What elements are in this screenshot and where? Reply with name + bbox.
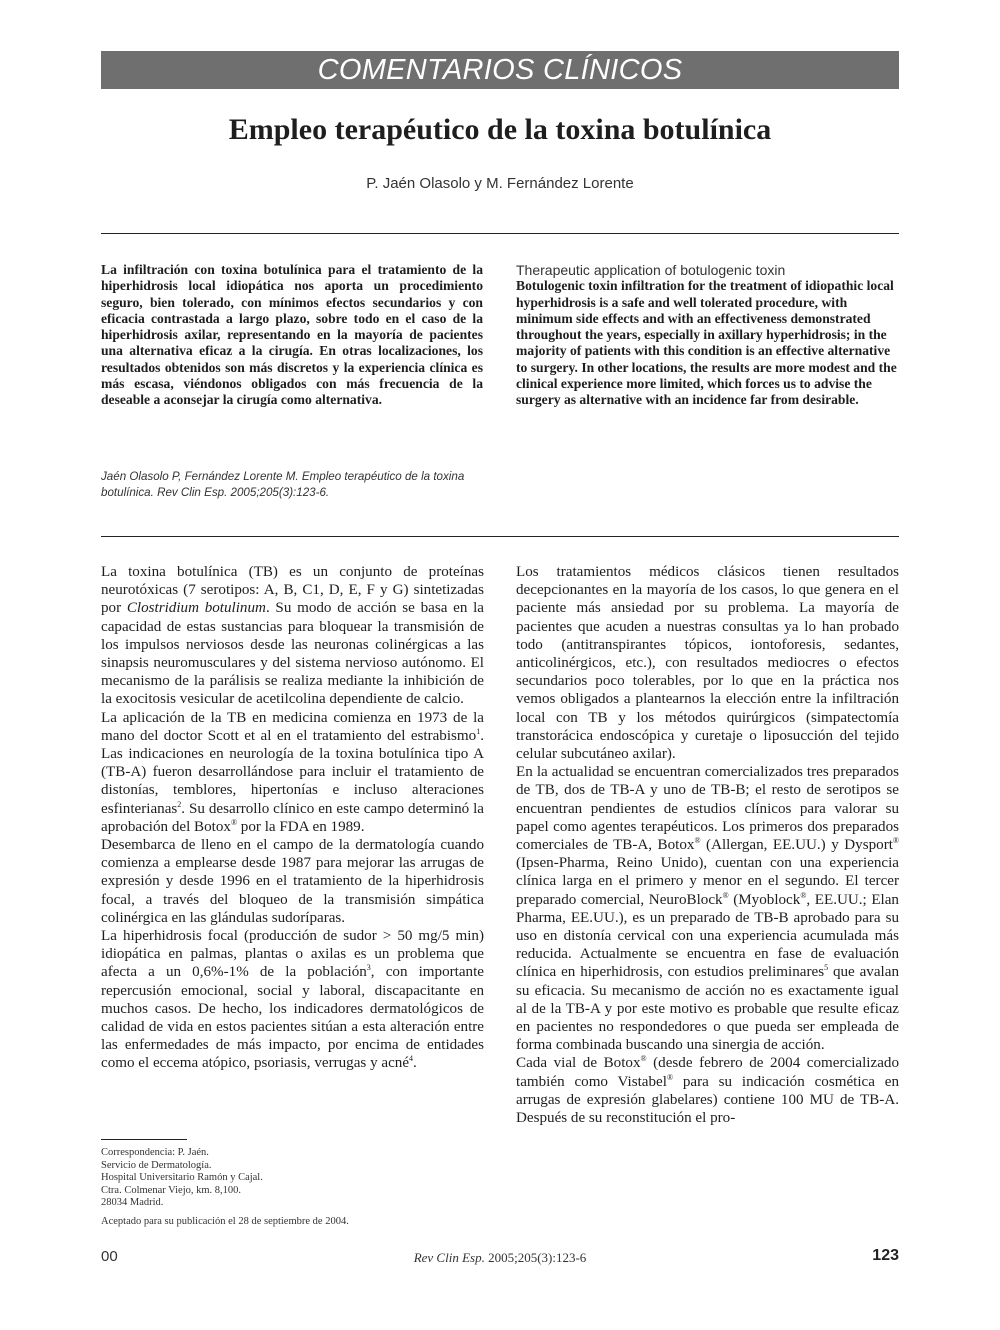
footer-journal-citation: Rev Clin Esp. 2005;205(3):123-6 xyxy=(413,1250,587,1265)
reference-4: 4 xyxy=(409,1054,414,1064)
article-authors: P. Jaén Olasolo y M. Fernández Lorente xyxy=(366,175,634,192)
body-paragraph-7: Cada vial de Botox® (desde febrero de 2004 comercializado también como Vistabel® para su indicación cosmética en arrugas de expresión glabelares) contiene 100 MU de TB-A. Después de su reconstitución el pro- xyxy=(516,1054,900,1127)
abstract-english-title: Therapeutic application of botulogenic toxin xyxy=(516,262,786,278)
reference-3: 3 xyxy=(366,963,371,973)
body-paragraph-1: La toxina botulínica (TB) es un conjunto de proteínas neurotóxicas (7 serotipos: A, B, C1, D, E, F y G) sintetizadas por Clostridium botulinum. Su modo de acción se basa en la capacidad de estas sustancias para bloquear la transmisión de los impulsos nerviosos desde las neuronas colinérgicas a las sinapsis neuromusculares y del sistema nervioso autónomo. El mecanismo de la parálisis se realiza mediante la inhibición de la exocitosis vesicular de acetilcolina dependiente de calcio. xyxy=(101,564,484,708)
species-name: Clostridium botulinum xyxy=(126,600,266,617)
reference-1: 1 xyxy=(476,726,481,736)
body-paragraph-2: La aplicación de la TB en medicina comienza en 1973 de la mano del doctor Scott et al en el tratamiento del estrabismo$^1$. Las indicaciones en neurología de la toxina botulínica tipo A (TB-A) fueron desarrollándose para incluir el tratamiento de distonías, temblores, hipertonías e incluso alteraciones esfinterianas$^2$. Su desarrollo clínico en este campo determinó la aprobación del Botox® por la FDA en 1989. xyxy=(101,709,484,835)
abstract-spanish: La infiltración con toxina botulínica para el tratamiento de la hiperhidrosis local idiopática nos aporta un procedimiento seguro, bien tolerado, con mínimos efectos secundarios y con eficacia contrastada a largo plazo, sobre todo en el caso de la hiperhidrosis axilar, representando en la mayoría de pacientes una alternativa eficaz a la cirugía. En otras localizaciones, los resultados obtenidos son más discretos y la experiencia clínica es más escasa, viéndonos obligados con más frecuencia de la deseable a aconsejar la cirugía como alternativa. xyxy=(101,262,483,408)
body-column-left xyxy=(101,563,484,1073)
abstract-citation: Jaén Olasolo P, Fernández Lorente M. Empleo terapéutico de la toxina botulínica. Rev Clin Esp. 2005;205(3):123-6. xyxy=(101,470,465,499)
abstract-english-text: Botulogenic toxin infiltration for the treatment of idiopathic local hyperhidrosis is a safe and well tolerated procedure, with minimum side effects and with an effectiveness demonstrated throughout the years, especially in axillary hyperhidrosis; in the majority of patients with this condition is an effective alternative to surgery. In other locations, the results are more modest and the clinical experience more limited, which forces us to advise the surgery as alternative with an incidence far from desirable. xyxy=(516,278,897,408)
abstract-divider xyxy=(101,536,899,537)
accepted-date: Aceptado para su publicación el 28 de septiembre de 2004. xyxy=(101,1216,349,1227)
page-number: 123 xyxy=(872,1247,899,1264)
section-header: COMENTARIOS CLÍNICOS xyxy=(101,51,899,89)
body-paragraph-4: La hiperhidrosis focal (producción de sudor > 50 mg/5 min) idiopática en palmas, plantas o axilas es un problema que afecta a un 0,6%-1% de la población$^3$, con importante repercusión emocional, social y laboral, discapacitante en muchos casos. De hecho, los indicadores dermatológicos de calidad de vida en estos pacientes sitúan a esta alteración entre las enfermedades de más impacto, por encima de entidades como el eccema atópico, psoriasis, verrugas y acné$^4$. xyxy=(101,928,484,1072)
top-divider xyxy=(101,233,899,234)
body-paragraph-5: Los tratamientos médicos clásicos tienen resultados decepcionantes en la mayoría de los casos, lo que genera en el paciente más ansiedad por su problema. La mayoría de pacientes que acuden a nuestras consultas ya lo han probado todo (antitranspirantes tópicos, iontoforesis, sedantes, anticolinérgicos, etc.), con resultados mediocres o efectos secundarios poco tolerables, por lo que en la práctica nos vemos obligados a plantearnos la elección entre la infiltración local con TB y los métodos quirúrgicos (simpatectomía transtorácica endoscópica y curetaje o liposucción del tejido celular subcutáneo axilar). xyxy=(516,564,899,763)
body-paragraph-3: Desembarca de lleno en el campo de la dermatología cuando comienza a emplearse desde 1987 para mejorar las arrugas de expresión y desde 1996 en el tratamiento de la hiperhidrosis focal, a través del bloqueo de la transmisión simpática colinérgica en las glándulas sudoríparas. xyxy=(101,837,484,926)
footer-left-number: 00 xyxy=(101,1248,118,1265)
reference-2: 2 xyxy=(177,799,182,809)
body-column-right xyxy=(516,563,899,1127)
footnote-divider xyxy=(101,1139,187,1140)
abstract-english xyxy=(516,262,900,409)
body-paragraph-6: En la actualidad se encuentran comercializados tres preparados de TB, dos de TB-A y uno de TB-B; el resto de serotipos se encuentran pendientes de estudios clínicos para valorar su papel como agentes terapéuticos. Los primeros dos preparados comerciales de TB-A, Botox® (Allergan, EE.UU.) y Dysport® (Ipsen-Pharma, Reino Unido), cuentan con una experiencia clínica larga en el primero y menor en el segundo. El tercer preparado comercial, NeuroBlock® (Myoblock®, EE.UU.; Elan Pharma, EE.UU.), es un preparado de TB-B aprobado para su uso en distonía cervical con una experiencia acumulada más reducida. Actualmente se encuentra en fase de evaluación clínica en hiperhidrosis, con estudios preliminares$^5$ que avalan su eficacia. Su mecanismo de acción no es exactamente igual al de la TB-A y por este motivo es probable que resulte eficaz en pacientes no respondedores o que pueda ser empleada de forma combinada buscando una sinergia de acción. xyxy=(516,764,899,1054)
correspondence-footnote: Correspondencia: P. Jaén. Servicio de Dermatología. Hospital Universitario Ramón y Cajal. Ctra. Colmenar Viejo, km. 8,100. 28034 Madrid. xyxy=(101,1147,263,1209)
reference-5: 5 xyxy=(824,963,829,973)
article-title: Empleo terapéutico de la toxina botulínica xyxy=(228,113,772,146)
